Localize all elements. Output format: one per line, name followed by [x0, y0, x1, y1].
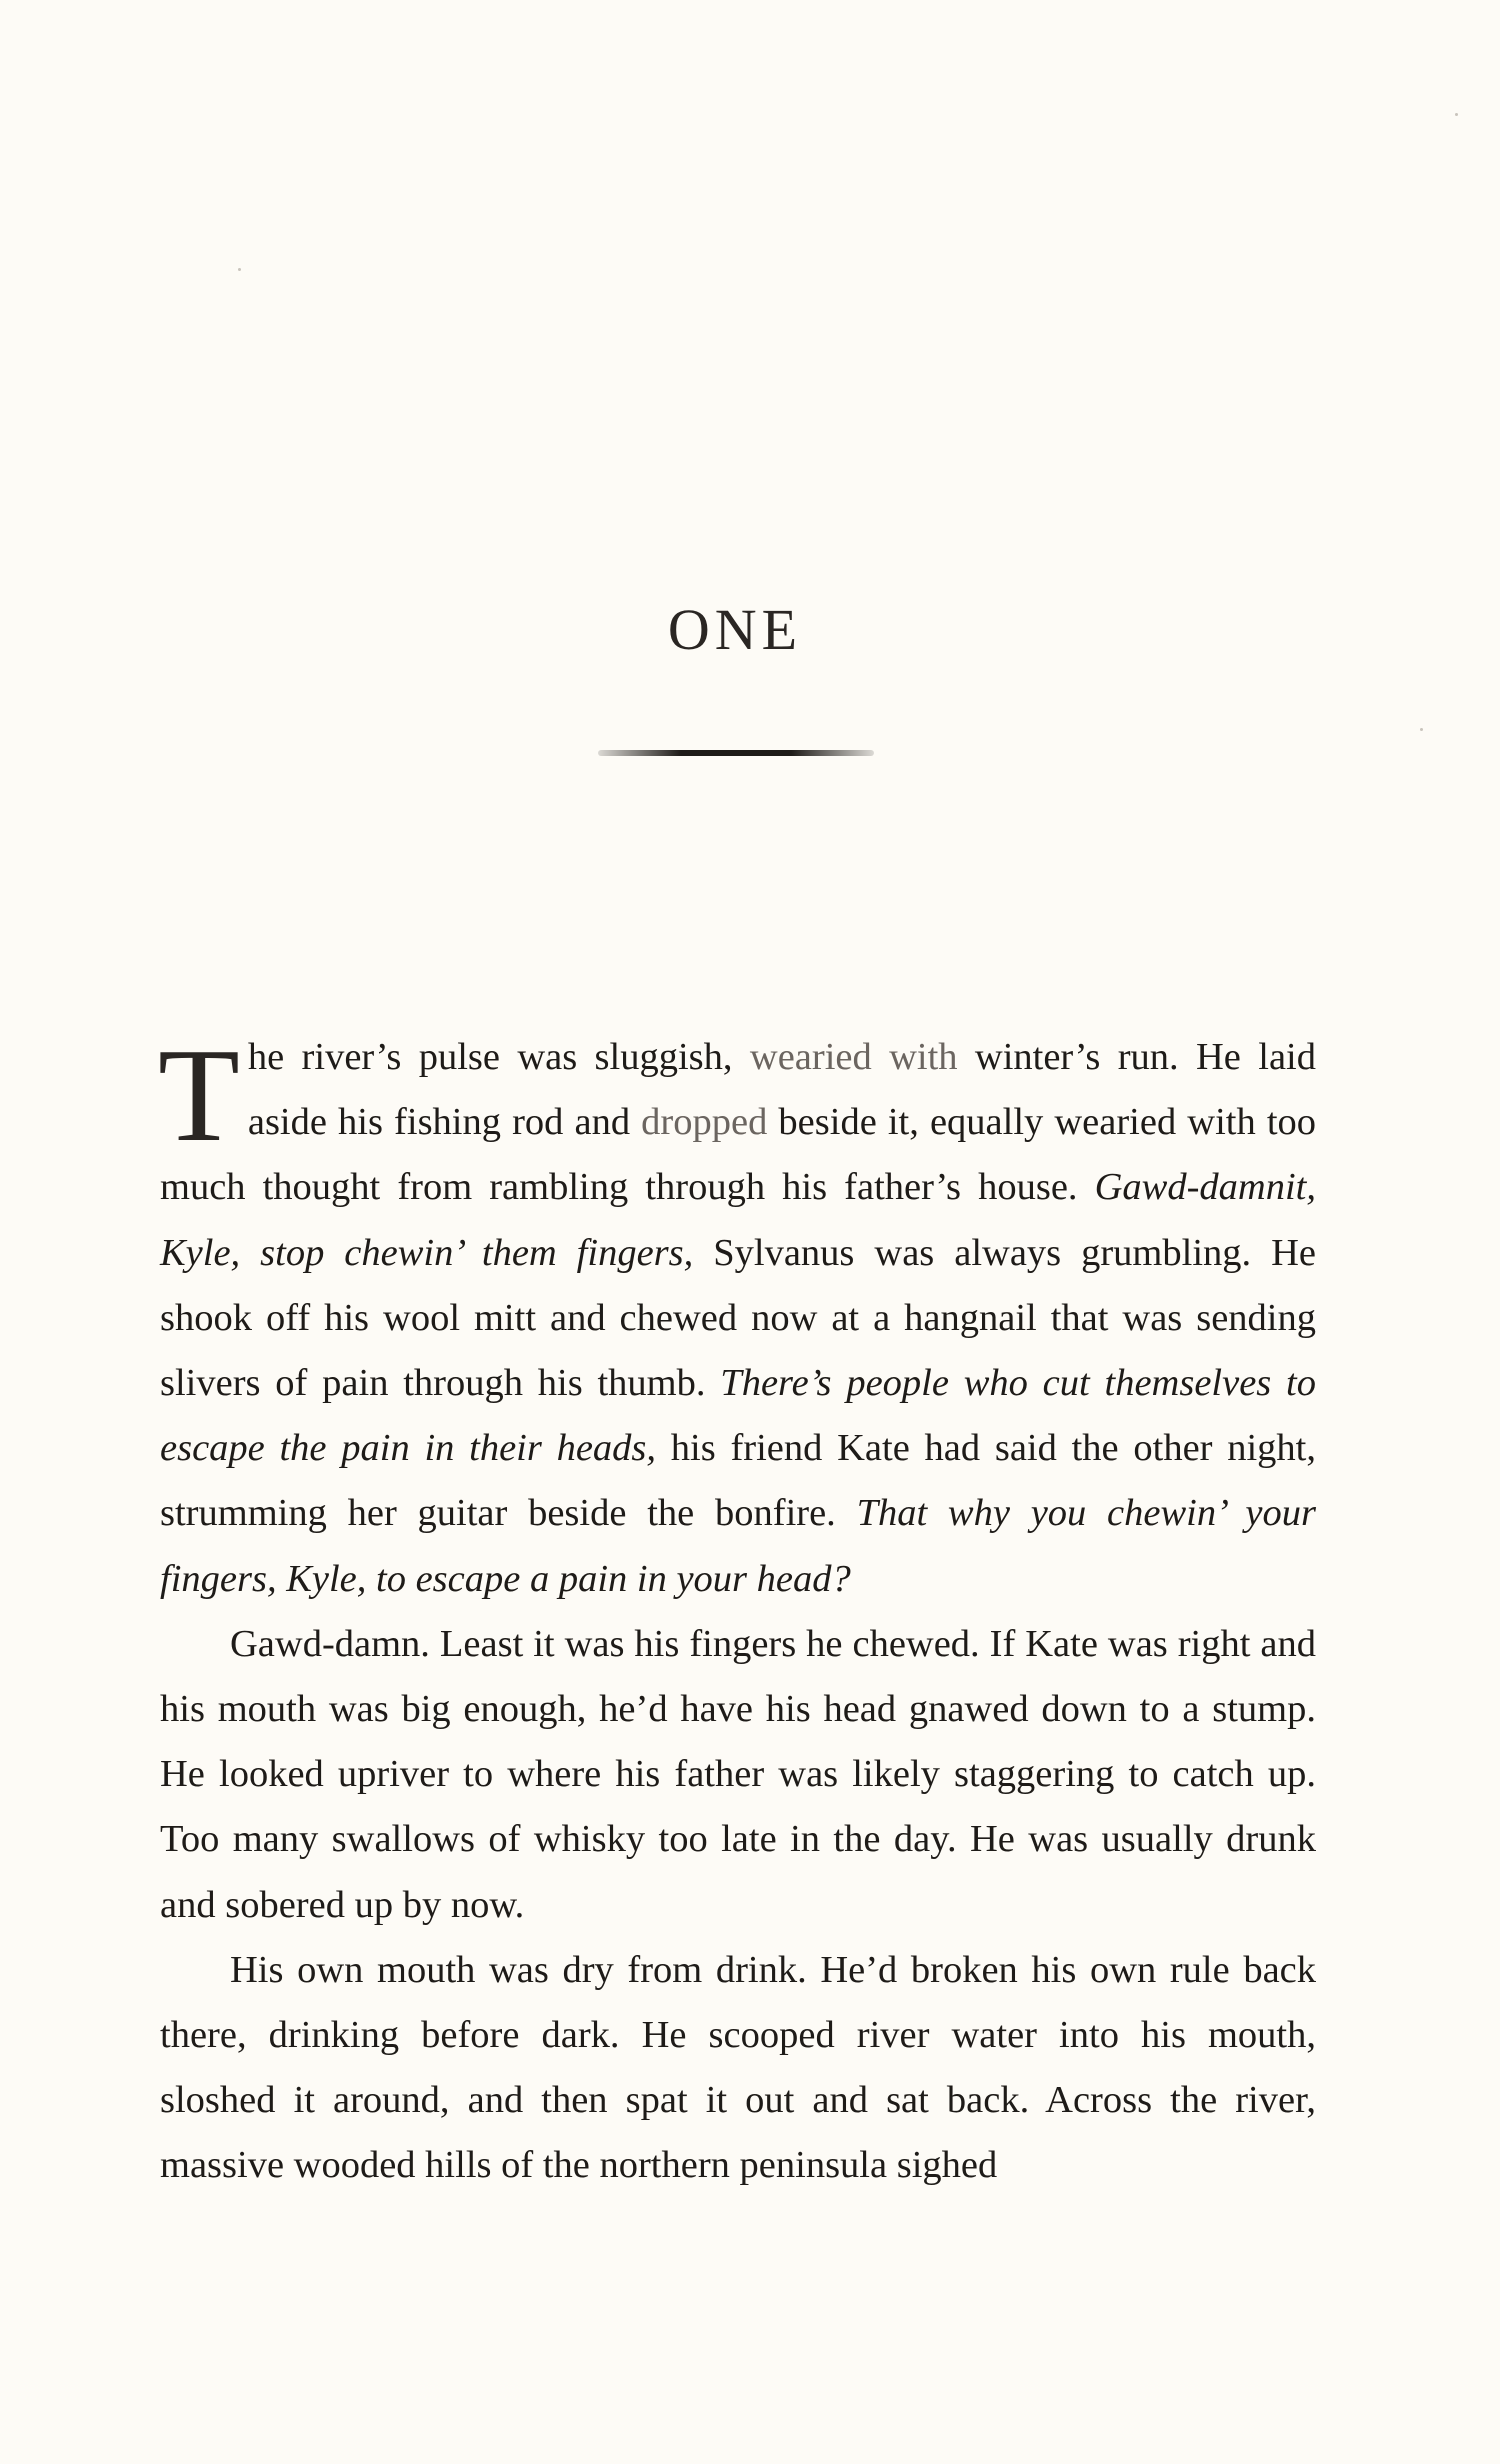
margin-speck: [1420, 728, 1423, 731]
italic-quote: That why you chewin’ your fingers, Kyle, to escape a pain in your head?: [160, 1492, 1316, 1600]
paragraph-1-text: winter’s run. He laid aside his fishing rod and: [247, 1036, 1316, 1144]
paragraph-1: [158, 1021, 1317, 1612]
italic-quote: Gawd-damnit, Kyle, stop chewin’ them fingers,: [160, 1166, 1316, 1274]
chapter-title: ONE: [667, 597, 803, 662]
drop-cap: T: [158, 1021, 240, 1169]
paragraph-1-text: Sylvanus was always grumbling. He shook off his wool mitt and chewed now at a hangnail that was sending slivers of pain through his thumb.: [160, 1231, 1317, 1405]
paragraph-3: His own mouth was dry from drink. He’d broken his own rule back there, drinking before dark. He scooped river water into his mouth, sloshed it around, and then spat it out and sat back. Across the river, massive wooded hills of the northern peninsula sighed: [160, 1948, 1316, 2187]
title-rule-divider: [598, 750, 874, 756]
paragraph-1-text: beside it, equally wearied with too much thought from rambling through his father’s house.: [160, 1101, 1317, 1209]
paragraph-1-text: his friend Kate had said the other night, strumming her guitar beside the bonfire.: [160, 1427, 1316, 1535]
margin-speck: [238, 268, 241, 271]
paragraph-1-text: dropped: [641, 1101, 768, 1144]
body-text: [158, 1021, 1317, 2199]
paragraph-2: Gawd-damn. Least it was his fingers he chewed. If Kate was right and his mouth was big enough, he’d have his head gnawed down to a stump. He looked upriver to where his father was likely staggering to catch up. Too many swallows of whisky too late in the day. He was usually drunk and sobered up by now.: [160, 1622, 1316, 1926]
margin-speck: [1455, 113, 1458, 116]
paragraph-1-text: he river’s pulse was sluggish,: [247, 1036, 750, 1078]
italic-quote: There’s people who cut themselves to escape the pain in their heads,: [160, 1362, 1316, 1470]
paragraph-1-text: wearied with: [749, 1036, 958, 1078]
